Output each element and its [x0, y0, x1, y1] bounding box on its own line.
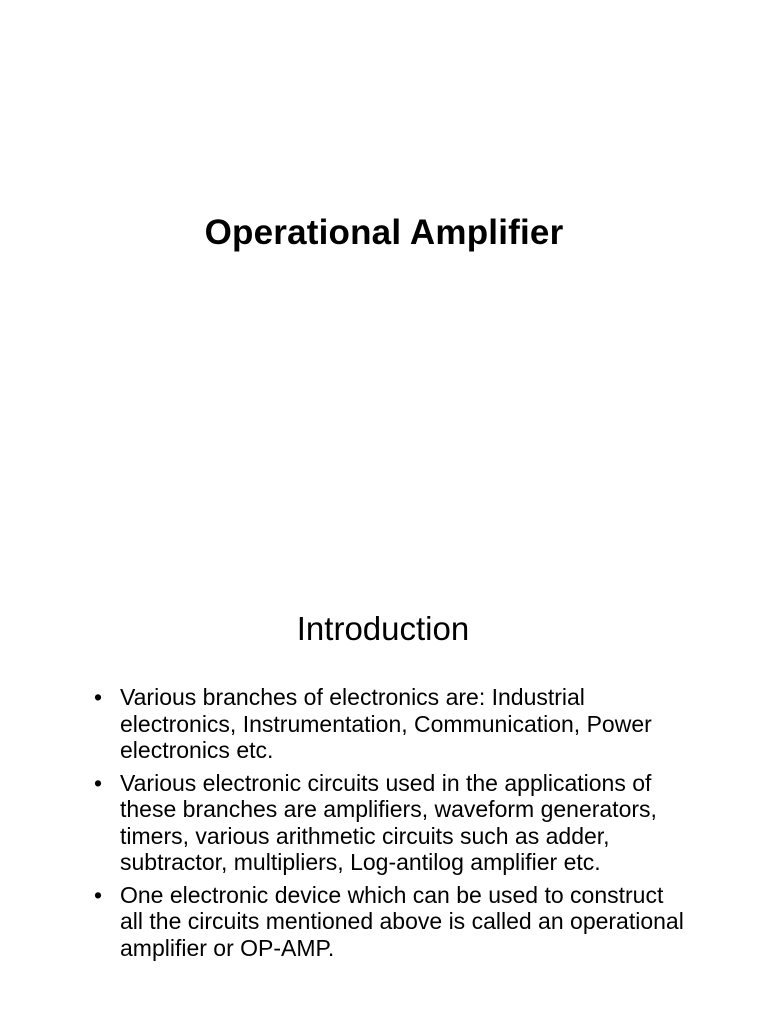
bullet-item — [92, 770, 692, 876]
bullet-item — [92, 684, 692, 764]
slide-heading: Introduction — [296, 610, 470, 647]
bullet-item — [92, 882, 692, 962]
introduction-slide — [0, 576, 768, 1024]
bullet-text: Various branches of electronics are: Industrial electronics, Instrumentation, Communication, Power electronics etc. — [120, 684, 652, 763]
slide-title: Operational Amplifier — [204, 213, 564, 252]
bullet-list — [92, 684, 692, 967]
bullet-icon: • — [94, 769, 103, 796]
bullet-icon: • — [94, 881, 103, 908]
bullet-text: Various electronic circuits used in the applications of these branches are amplifiers, waveform generators, timers, various arithmetic circuits such as adder, subtractor, multipliers, Log-antilog amplifier etc. — [120, 769, 657, 875]
bullet-text: One electronic device which can be used to construct all the circuits mentioned above is called an operational amplifier or OP-AMP. — [120, 881, 684, 961]
bullet-icon: • — [94, 684, 103, 710]
